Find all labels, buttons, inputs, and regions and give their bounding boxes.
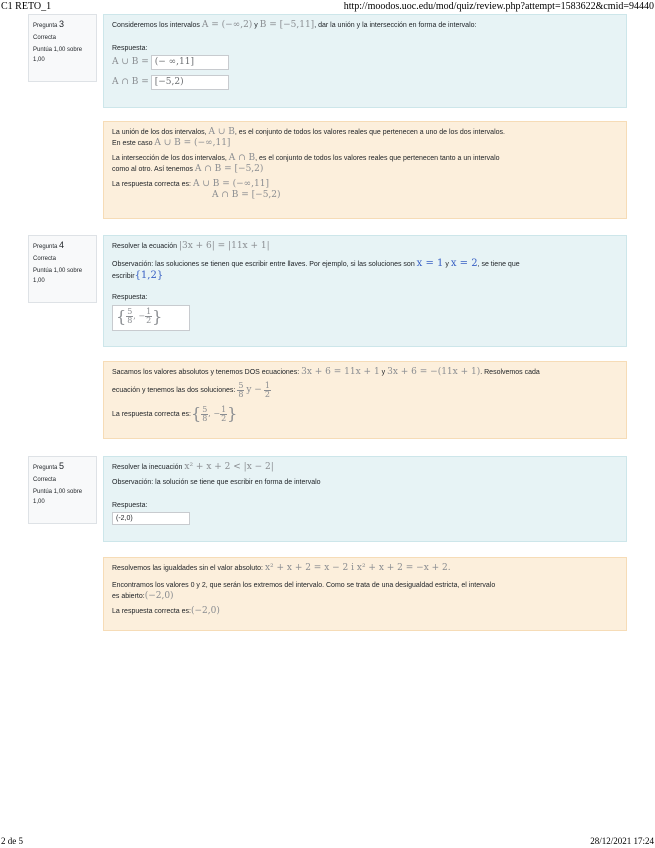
question-number: Pregunta 4 (33, 240, 65, 250)
feedback-3 (103, 121, 627, 219)
correct-answer: La respuesta correcta es: A ∪ B = (−∞,11] (112, 179, 269, 189)
question-number: Pregunta 3 (33, 19, 65, 29)
page-number: 2 de 5 (1, 836, 23, 846)
answer-label: Respuesta: (112, 294, 148, 301)
question-text-3 (103, 14, 627, 108)
answer-input-union[interactable]: (− ∞,11] (151, 55, 229, 70)
feedback-line: Encontramos los valores 0 y 2, que serán los extremos del intervalo. Como se trata de una desigualdad estricta, el intervalo (112, 582, 496, 589)
feedback-line: La unión de los dos intervalos, A ∪ B, es el conjunto de todos los valores reales que pertenecen a uno de los dos intervalos. (112, 127, 505, 137)
answer-input-intersection[interactable]: [−5,2) (151, 75, 229, 90)
feedback-line: Resolvemos las igualdades sin el valor absoluto: x² + x + 2 = x − 2 i x² + x + 2 = −x + 2. (112, 563, 451, 573)
feedback-line: es abierto:(−2,0) (112, 591, 174, 601)
feedback-line: Sacamos los valores absolutos y tenemos DOS ecuaciones: 3x + 6 = 11x + 1 y 3x + 6 = −(11x + 1). Resolvemos cada (112, 367, 540, 377)
question-text-5 (103, 456, 627, 542)
feedback-line: La intersección de los dos intervalos, A ∩ B, es el conjunto de todos los valores reales que pertenecen tanto a un intervalo (112, 153, 500, 163)
question-number: Pregunta 5 (33, 461, 65, 471)
question-score: Puntúa 1,00 sobre 1,00 (33, 47, 83, 63)
question-statement: Resolver la ecuación |3x + 6| = |11x + 1| (112, 241, 270, 251)
answer-label: Respuesta: (112, 45, 148, 52)
answer-label: Respuesta: (112, 502, 148, 509)
question-score: Puntúa 1,00 sobre 1,00 (33, 268, 83, 284)
question-score: Puntúa 1,00 sobre 1,00 (33, 489, 83, 505)
question-observation: Observación: la solución se tiene que escribir en forma de intervalo (112, 479, 321, 486)
question-statement: Consideremos los intervalos A = (−∞,2) y B = [−5,11], dar la unión y la intersección en forma de intervalo: (112, 20, 477, 30)
feedback-5 (103, 557, 627, 631)
correct-answer: La respuesta correcta es:(−2,0) (112, 606, 220, 616)
answer-row-intersection: A ∩ B = [−5,2) (112, 75, 618, 90)
feedback-line: como al otro. Así tenemos A ∩ B = [−5,2) (112, 164, 264, 174)
question-info-5 (28, 456, 97, 524)
question-status: Correcta (33, 477, 57, 483)
question-statement: Resolver la inecuación x² + x + 2 < |x − 2| (112, 462, 274, 472)
document-title: C1 RETO_1 (1, 1, 52, 12)
feedback-line: En este caso A ∪ B = (−∞,11] (112, 138, 231, 148)
feedback-line: ecuación y tenemos las dos soluciones: $\frac{5}{8}$ y − $\frac{1}{2}$ (112, 380, 270, 399)
answer-input[interactable]: (-2,0) (112, 512, 190, 525)
question-status: Correcta (33, 256, 57, 262)
correct-answer-2: A ∩ B = [−5,2) (212, 190, 281, 200)
answer-row-union: A ∪ B = (− ∞,11] (112, 55, 618, 70)
print-datetime: 28/12/2021 17:24 (590, 836, 654, 846)
question-observation: Observación: las soluciones se tienen que escribir entre llaves. Por ejemplo, si las soluciones son x = 1 y x = 2, se tiene que (112, 258, 520, 269)
document-url: http://moodos.uoc.edu/mod/quiz/review.php?attempt=1583622&cmid=94440 (343, 1, 654, 12)
question-text-4 (103, 235, 627, 347)
answer-input[interactable]: { $\frac{5}{8}$ , − $\frac{1}{2}$ } (112, 305, 190, 331)
question-status: Correcta (33, 35, 57, 41)
question-observation-2: escribir{1,2} (112, 270, 164, 281)
feedback-4 (103, 361, 627, 439)
correct-answer: La respuesta correcta es:{ $\frac{5}{8}$ , − $\frac{1}{2}$ } (112, 404, 238, 424)
question-info-4 (28, 235, 97, 303)
question-info-3 (28, 14, 97, 82)
